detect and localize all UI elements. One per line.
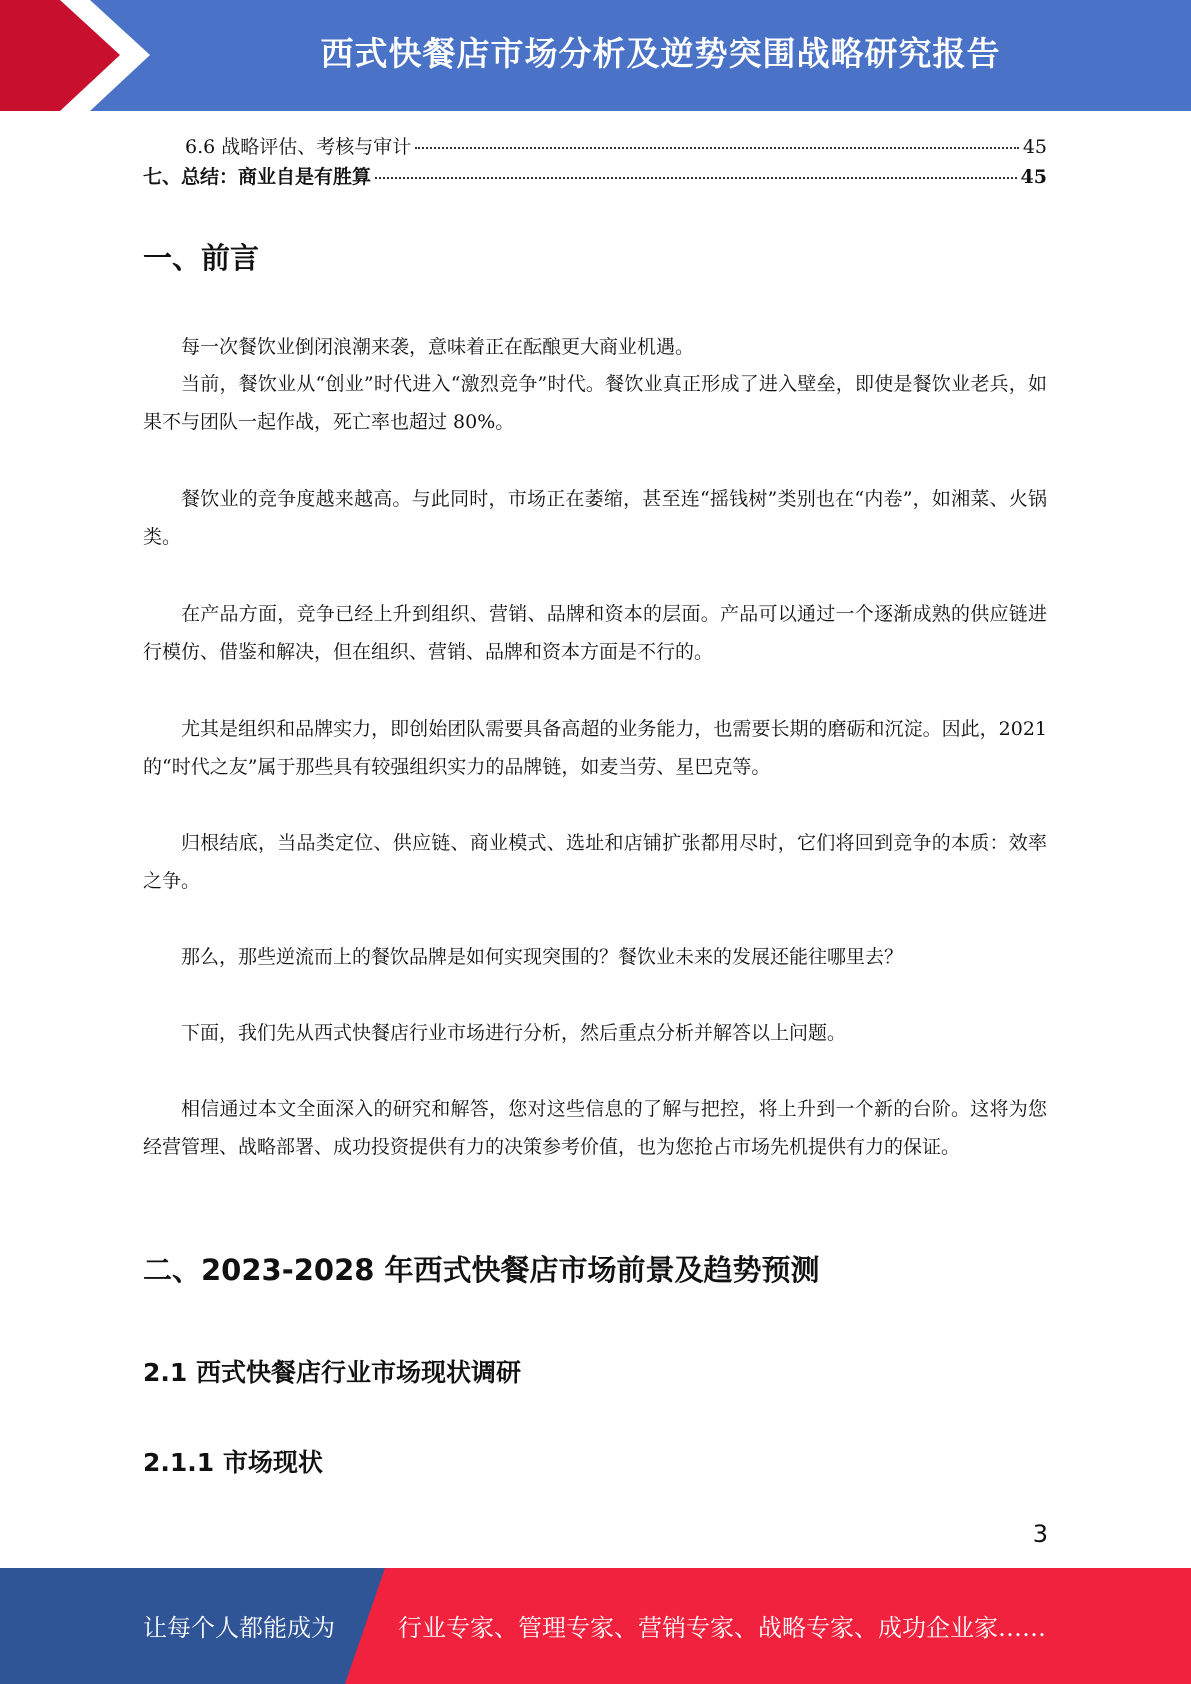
paragraph: 每一次餐饮业倒闭浪潮来袭，意味着正在酝酿更大商业机遇。: [181, 336, 695, 358]
page-header: [0, 0, 1191, 111]
subsection-heading: 2.1 西式快餐店行业市场现状调研: [143, 1358, 521, 1387]
paragraph: 下面，我们先从西式快餐店行业市场进行分析，然后重点分析并解答以上问题。: [181, 1022, 847, 1044]
toc-entry[interactable]: [143, 132, 1047, 159]
toc-entry-page: 45: [1020, 166, 1047, 188]
subsection-heading: 2.1.1 市场现状: [143, 1448, 323, 1477]
toc-leader: [415, 147, 1019, 149]
toc-entry[interactable]: [143, 162, 1047, 189]
toc-entry-page: 45: [1022, 136, 1047, 158]
paragraph: 餐饮业的竞争度越来越高。与此同时，市场正在萎缩，甚至连“摇钱树”类别也在“内卷”，如湘菜、火锅类。: [143, 488, 1047, 548]
page-footer: [0, 1568, 1191, 1684]
footer-slogan-right: 行业专家、管理专家、营销专家、战略专家、成功企业家……: [398, 1614, 1046, 1642]
paragraph: 相信通过本文全面深入的研究和解答，您对这些信息的了解与把控，将上升到一个新的台阶。这将为您经营管理、战略部署、成功投资提供有力的决策参考价值，也为您抢占市场先机提供有力的保证。: [143, 1098, 1047, 1158]
section-heading-preface: 一、前言: [143, 241, 260, 275]
page-number: 3: [1032, 1520, 1048, 1548]
paragraph: 当前，餐饮业从“创业”时代进入“激烈竞争”时代。餐饮业真正形成了进入壁垒，即使是餐饮业老兵，如果不与团队一起作战，死亡率也超过 80%。: [143, 373, 1047, 433]
report-title: 西式快餐店市场分析及逆势突围战略研究报告: [320, 34, 1001, 73]
section-heading-forecast: 二、2023-2028 年西式快餐店市场前景及趋势预测: [143, 1253, 820, 1287]
toc-entry-label: 6.6 战略评估、考核与审计: [185, 136, 412, 158]
footer-slogan-left: 让每个人都能成为: [143, 1614, 335, 1642]
paragraph: 在产品方面，竞争已经上升到组织、营销、品牌和资本的层面。产品可以通过一个逐渐成熟的供应链进行模仿、借鉴和解决，但在组织、营销、品牌和资本方面是不行的。: [143, 603, 1047, 663]
paragraph: 归根结底，当品类定位、供应链、商业模式、选址和店铺扩张都用尽时，它们将回到竞争的本质：效率之争。: [143, 832, 1047, 892]
toc-leader: [375, 177, 1017, 179]
toc-entry-label: 七、总结：商业自是有胜算: [143, 166, 372, 188]
paragraph: 那么，那些逆流而上的餐饮品牌是如何实现突围的？餐饮业未来的发展还能往哪里去？: [181, 946, 904, 968]
paragraph: 尤其是组织和品牌实力，即创始团队需要具备高超的业务能力，也需要长期的磨砺和沉淀。因此，2021 的“时代之友”属于那些具有较强组织实力的品牌链，如麦当劳、星巴克等。: [143, 718, 1047, 778]
